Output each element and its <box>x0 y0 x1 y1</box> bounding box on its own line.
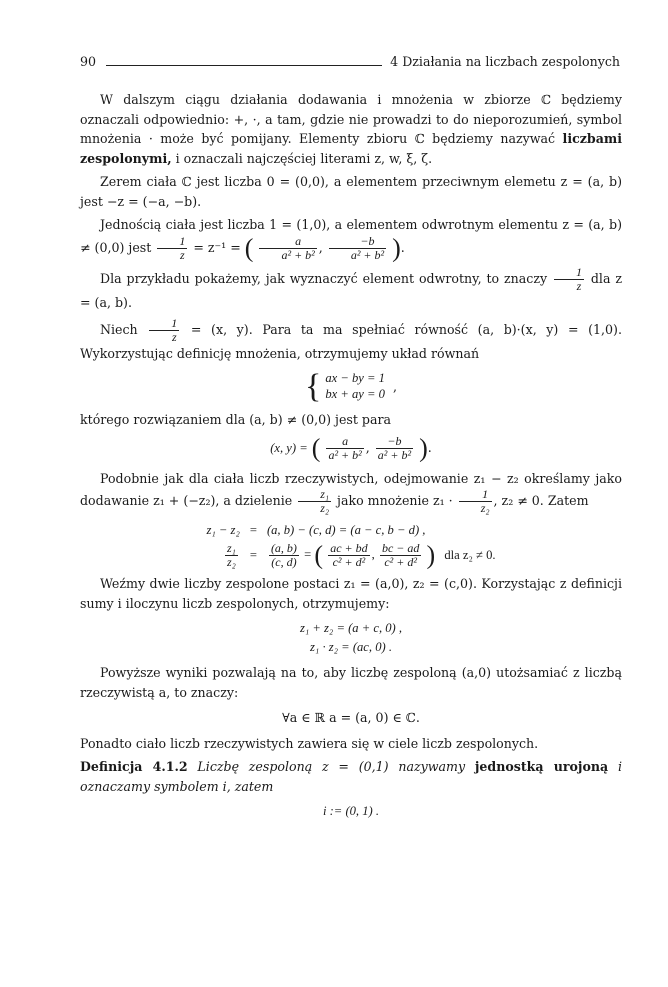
paragraph-unity: Jednością ciała jest liczba 1 = (1,0), a elementem odwrotnym elementu z = (a, b) ≠ (0,0) jest $\frac{1}{z}$ = z⁻¹ = ( $\frac{a}{\text{a² + b²}}$ , $\frac{-b}{\text{a² + b²}}$ ). <box>80 217 622 263</box>
fraction-z1-over-z2: $\frac{\text{z₁}}{\text{z₂}}$ <box>298 488 331 515</box>
equation-row-quotient: $\frac{\text{z₁}}{\text{z₂}}$ = $\frac{(a, b)}{(c, d)}$ = ( $\frac{ac + bd}{\text{c² + d²}}$ , $\frac{bc - ad}{\text{c² + d²}}$ ) dla z₂ ≠ 0. <box>226 540 496 570</box>
sum-equation: z₁ + z₂ = (a + c, 0) , <box>299 621 403 636</box>
paragraph-intro <box>80 90 622 168</box>
fraction-one-over-z: $\frac{1}{z}$ <box>157 235 187 262</box>
definition-label: Definicja 4.1.2 <box>80 759 188 775</box>
term-complex-numbers: liczbami zespolonymi, <box>80 131 622 166</box>
let-text: Niech <box>100 322 138 338</box>
system-equation-2: bx + ay = 0 <box>325 386 385 401</box>
inverse-notation: = z⁻¹ = <box>193 239 241 255</box>
paragraph-intro-end: i oznaczali najczęściej literami z, w, ξ, ζ. <box>175 150 433 166</box>
sum-product-equations <box>80 619 622 657</box>
solution-pair: (x, y) = ( $\frac{a}{\text{a² + b²}}$ , $\frac{-b}{\text{a² + b²}}$ ). <box>270 433 432 463</box>
fraction-negb-over-a2b2: $\frac{-b}{\text{a² + b²}}$ <box>329 235 386 262</box>
paragraph-identification: Powyższe wyniki pozwalają na to, aby liczbę zespoloną (a,0) utożsamiać z liczbą rzeczywistą a, to znaczy: <box>80 665 622 700</box>
fraction-one-over-z2: $\frac{1}{\text{z₂}}$ <box>459 488 492 515</box>
example-text: Dla przykładu pokażemy, jak wyznaczyć element odwrotny, to znaczy <box>100 271 548 287</box>
paragraph-let <box>80 317 622 364</box>
fraction-ab-over-cd: $\frac{(a, b)}{(c, d)}$ <box>270 541 297 570</box>
fraction-one-over-z: $\frac{1}{z}$ <box>554 266 584 293</box>
left-brace: { <box>304 367 322 405</box>
paragraph-example <box>80 266 622 313</box>
product-equation: z₁ · z₂ = (ac, 0) . <box>310 640 392 655</box>
paragraph-real-embedding: Weźmy dwie liczby zespolone postaci z₁ = (a,0), z₂ = (c,0). Korzystając z definicji sumy i iloczynu liczb zespolonych, otrzymujemy: <box>80 576 622 611</box>
unity-text: Jednością ciała jest liczba 1 = (1,0), a elementem odwrotnym elementu z = (a, b) ≠ (0,0) jest <box>80 217 622 255</box>
forall-statement: ∀a ∈ ℝ a = (a, 0) ∈ ℂ. <box>282 710 420 726</box>
fraction-z1-over-z2: $\frac{\text{z₁}}{\text{z₂}}$ <box>226 541 236 570</box>
running-header <box>80 52 620 72</box>
definition-text-end: i oznaczamy symbolem i, zatem <box>80 759 622 794</box>
paragraph-zero: Zerem ciała ℂ jest liczba 0 = (0,0), a elementem przeciwnym elemetu z = (a, b) jest −z = (−a, −b). <box>80 174 622 209</box>
paragraph-intro-text: W dalszym ciągu działania dodawania i mnożenia w zbiorze ℂ będziemy oznaczali odpowiednio: +, ·, a tam, gdzie nie prowadzi to do nieporozumień, symbol mnożenia · może być pomijany. Elementy zbioru ℂ będziemy nazywać <box>80 92 622 147</box>
page-number: 90 <box>80 54 97 69</box>
chapter-title: 4 Działania na liczbach zespolonych <box>390 54 620 69</box>
fraction-one-over-z: $\frac{1}{z}$ <box>149 317 179 344</box>
fraction-a-over-a2b2: $\frac{a}{\text{a² + b²}}$ <box>328 434 362 463</box>
let-text-end: = (x, y). Para ta ma spełniać równość (a, b)·(x, y) = (1,0). Wykorzystując definicję mnożenia, otrzymujemy układ równań <box>80 322 622 362</box>
definition-text: Liczbę zespoloną z = (0,1) nazywamy <box>197 759 466 775</box>
equation-system: { ax − by = 1 bx + ay = 0 , <box>304 367 397 405</box>
fraction-imag-part: $\frac{bc - ad}{\text{c² + d²}}$ <box>381 541 420 570</box>
definition-4-1-2 <box>80 757 622 796</box>
aligned-equations <box>201 520 500 571</box>
fraction-real-part: $\frac{ac + bd}{\text{c² + d²}}$ <box>330 541 368 570</box>
equation-row-difference: z₁ − z₂ = (a, b) − (c, d) = (a − c, b − d) , <box>206 522 426 537</box>
imaginary-unit-definition: i := (0, 1) . <box>322 804 380 819</box>
fraction-a-over-a2b2: $\frac{a}{\text{a² + b²}}$ <box>259 235 316 262</box>
page-body <box>80 90 622 828</box>
paragraph-solution: którego rozwiązaniem dla (a, b) ≠ (0,0) jest para <box>80 411 392 427</box>
paragraph-subtraction-division: Podobnie jak dla ciała liczb rzeczywistych, odejmowanie z₁ − z₂ określamy jako dodawanie z₁ + (−z₂), a dzielenie $\frac{\text{z₁}}{\text{z₂}}$ jako mnożenie z₁ · $\frac{1}{\text{z₂}}$ , z₂ ≠ 0. Zatem <box>80 470 622 516</box>
fraction-negb-over-a2b2: $\frac{-b}{\text{a² + b²}}$ <box>377 434 412 463</box>
system-equation-1: ax − by = 1 <box>325 371 385 386</box>
header-rule <box>106 65 382 66</box>
paragraph-inclusion: Ponadto ciało liczb rzeczywistych zawiera się w ciele liczb zespolonych. <box>80 735 539 751</box>
example-text-end: dla z = (a, b). <box>80 271 622 311</box>
term-imaginary-unit: jednostką urojoną <box>474 759 609 775</box>
